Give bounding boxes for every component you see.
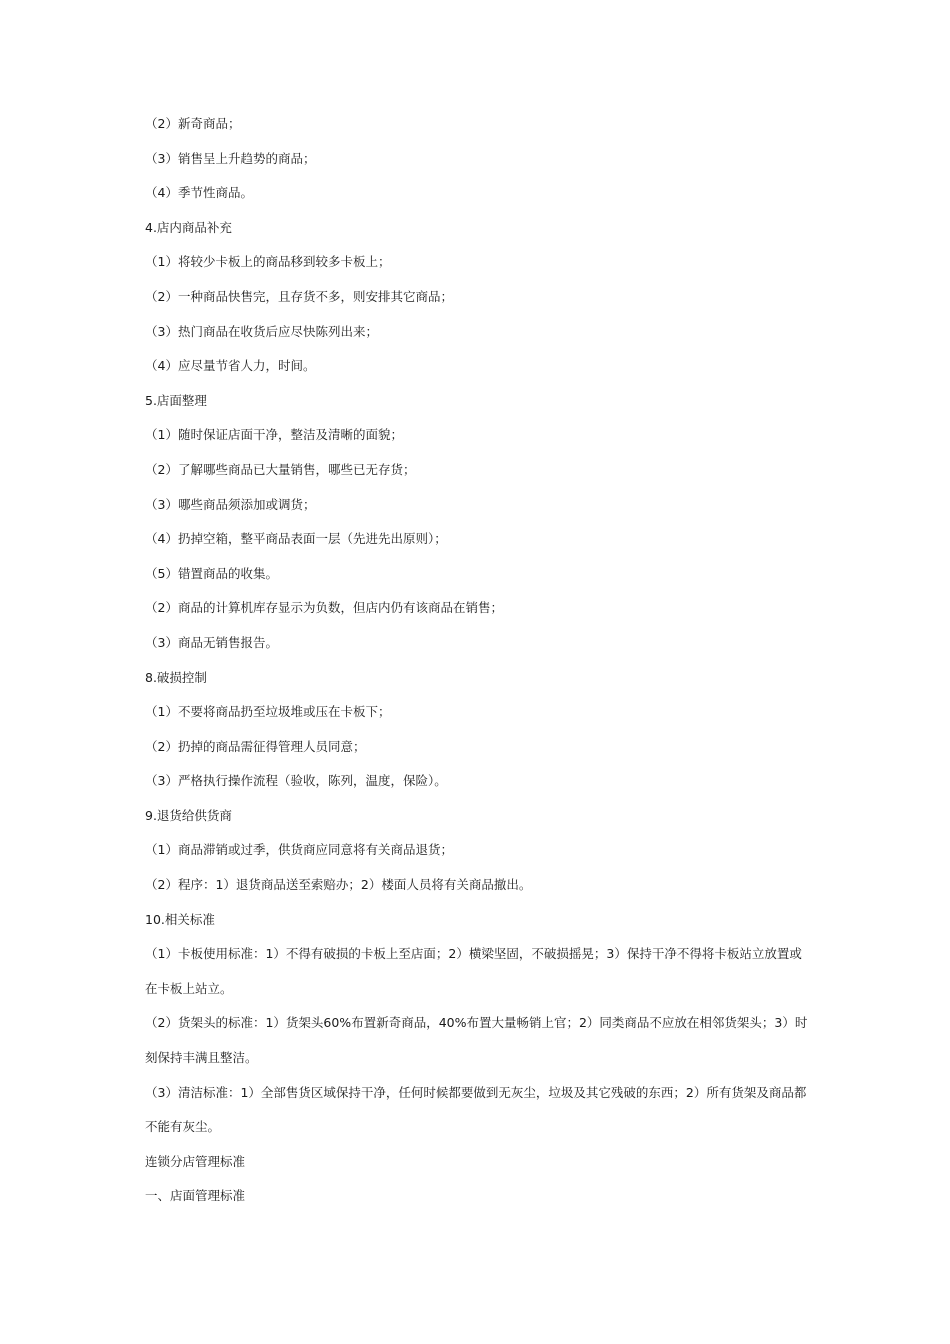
section-heading: 4.店内商品补充 xyxy=(145,219,232,235)
text-line: （3）哪些商品须添加或调货； xyxy=(145,496,316,512)
text-line: （3）商品无销售报告。 xyxy=(145,634,278,650)
chapter-heading: 一、店面管理标准 xyxy=(145,1188,246,1204)
text-line: （3）销售呈上升趋势的商品； xyxy=(145,150,316,166)
text-line: （5）错置商品的收集。 xyxy=(145,565,278,581)
text-line: （1）将较少卡板上的商品移到较多卡板上； xyxy=(145,254,391,270)
document-body xyxy=(145,113,810,1220)
section-heading: 10.相关标准 xyxy=(145,911,215,927)
text-line: （2）商品的计算机库存显示为负数，但店内仍有该商品在销售； xyxy=(145,600,503,616)
text-paragraph: （2）货架头的标准：1）货架头60%布置新奇商品，40%布置大量畅销上官；2）同类商品不应放在相邻货架头；3）时刻保持丰满且整洁。 xyxy=(145,1015,808,1066)
text-line: （3）严格执行操作流程（验收，陈列，温度，保险）。 xyxy=(145,773,447,789)
text-line: （2）扔掉的商品需征得管理人员同意； xyxy=(145,738,366,754)
text-line: （4）应尽量节省人力，时间。 xyxy=(145,358,316,374)
text-line: （2）新奇商品； xyxy=(145,116,241,131)
document-title: 连锁分店管理标准 xyxy=(145,1153,246,1169)
text-paragraph: （3）清洁标准：1）全部售货区域保持干净，任何时候都要做到无灰尘，垃圾及其它残破的东西；2）所有货架及商品都不能有灰尘。 xyxy=(145,1084,807,1135)
text-line: （3）热门商品在收货后应尽快陈列出来； xyxy=(145,323,378,339)
text-line: （4）季节性商品。 xyxy=(145,185,253,201)
text-line: （4）扔掉空箱，整平商品表面一层（先进先出原则）； xyxy=(145,531,447,547)
text-line: （1）商品滞销或过季，供货商应同意将有关商品退货； xyxy=(145,842,453,858)
section-heading: 9.退货给供货商 xyxy=(145,807,232,823)
text-line: （2）程序：1）退货商品送至索赔办；2）楼面人员将有关商品撤出。 xyxy=(145,877,532,893)
section-heading: 5.店面整理 xyxy=(145,392,207,408)
text-line: （2）一种商品快售完，且存货不多，则安排其它商品； xyxy=(145,288,453,304)
text-line: （1）随时保证店面干净，整洁及清晰的面貌； xyxy=(145,427,403,443)
section-heading: 8.破损控制 xyxy=(145,669,207,685)
text-line: （2）了解哪些商品已大量销售，哪些已无存货； xyxy=(145,461,416,477)
text-line: （1）不要将商品扔至垃圾堆或压在卡板下； xyxy=(145,704,391,720)
text-paragraph: （1）卡板使用标准：1）不得有破损的卡板上至店面；2）横梁坚固，不破损摇晃；3）保持干净不得将卡板站立放置或在卡板上站立。 xyxy=(145,946,802,996)
